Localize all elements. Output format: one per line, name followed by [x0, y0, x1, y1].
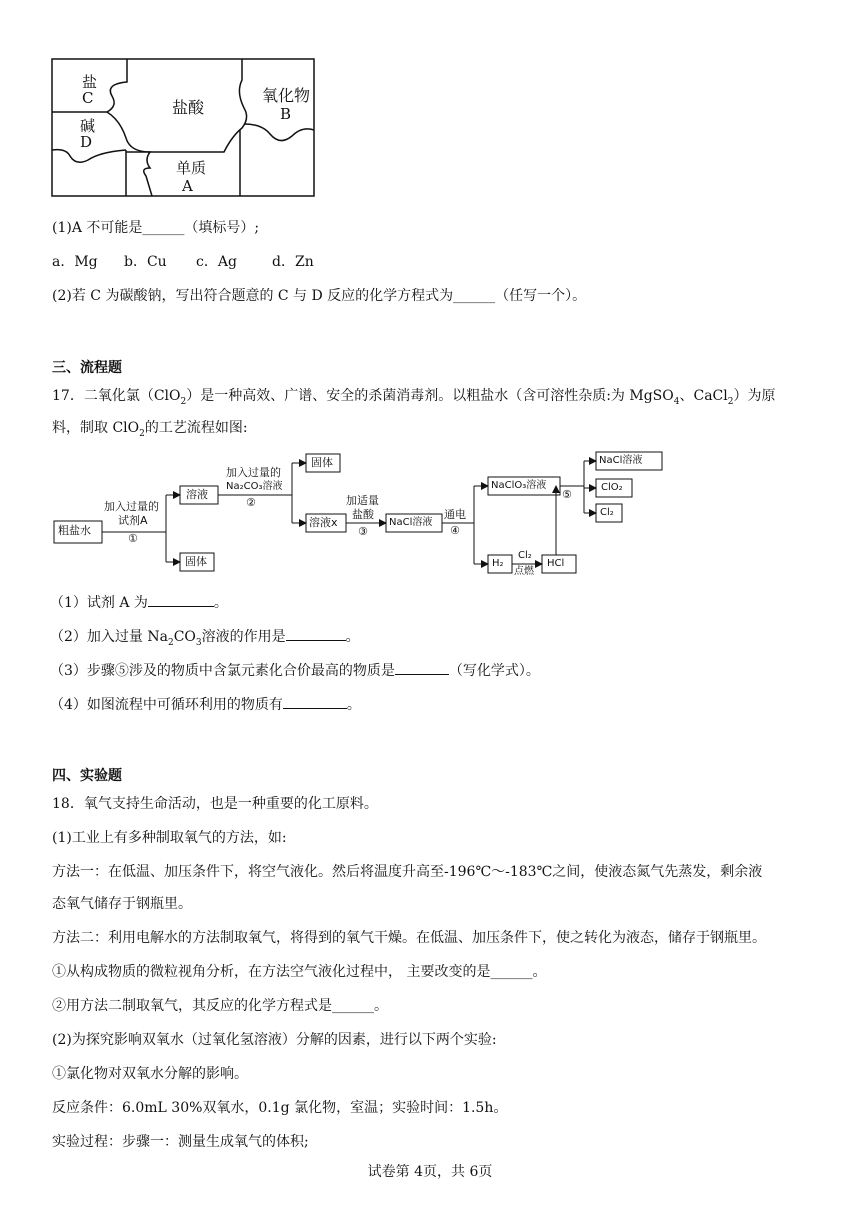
- acid-label: 盐酸: [172, 98, 205, 117]
- flow-nacl-solution: NaCl溶液: [389, 517, 433, 528]
- q16-part2: (2)若 C 为碳酸钠，写出符合题意的 C 与 D 反应的化学方程式为______（任写一个）。: [52, 288, 587, 304]
- salt-label: 盐: [82, 73, 98, 91]
- q18-line9: 反应条件：6.0mL 30%双氧水，0.1g 氯化物，室温；实验时间：1.5h。: [52, 1100, 508, 1116]
- q17-line2: 料，制取 ClO$_2$的工艺流程如图:: [52, 420, 248, 439]
- q16-part1: (1)A 不可能是______（填标号）;: [52, 220, 260, 236]
- flow-step1: ①: [128, 532, 138, 545]
- flow-hcl-l2: 盐酸: [352, 508, 374, 521]
- q16-option-c: c．Ag: [196, 254, 237, 270]
- q17-line1: 17．二氧化氯（ClO$_2$）是一种高效、广谱、安全的杀菌消毒剂。以粗盐水（含可溶性杂质:为 MgSO$_4$、CaCl$_2$）为原: [52, 388, 776, 407]
- flow-solid-2: 固体: [311, 456, 333, 469]
- flow-out-nacl: NaCl溶液: [599, 455, 643, 466]
- flow-electrify: 通电: [444, 508, 466, 521]
- flow-step3: ③: [358, 525, 368, 538]
- flow-cl2-reagent: Cl₂: [518, 550, 532, 561]
- q17-part4: （4）如图流程中可循环利用的物质有 。: [50, 694, 361, 715]
- q18-line7: (2)为探究影响双氧水（过氧化氢溶液）分解的因素，进行以下两个实验:: [52, 1032, 497, 1048]
- q18-line10: 实验过程：步骤一：测量生成氧气的体积;: [52, 1134, 309, 1150]
- flow-out-cl2: Cl₂: [600, 507, 614, 518]
- answer-blank-3[interactable]: [395, 660, 449, 675]
- flow-h2: H₂: [492, 558, 504, 569]
- flow-reagentA-l2: 试剂A: [118, 514, 148, 527]
- section3-heading: 三、流程题: [52, 360, 122, 376]
- base-code: D: [80, 133, 93, 151]
- flow-naclo3-solution: NaClO₃溶液: [491, 480, 547, 491]
- q17-part1: （1）试剂 A 为 。: [50, 592, 228, 613]
- salt-code: C: [82, 89, 94, 107]
- q16-option-a: a．Mg: [52, 254, 98, 270]
- q18-line1: (1)工业上有多种制取氧气的方法，如:: [52, 830, 287, 846]
- flow-na2co3-l2: Na₂CO₃溶液: [226, 481, 283, 492]
- flow-hcl-l1: 加适量: [346, 494, 379, 507]
- flow-reagentA-l1: 加入过量的: [104, 500, 159, 513]
- flow-solid-1: 固体: [185, 555, 207, 568]
- page-footer: 试卷第 4页，共 6页: [367, 1164, 493, 1180]
- answer-blank-2[interactable]: [286, 626, 346, 641]
- q16-option-d: d．Zn: [272, 254, 314, 270]
- q18-line6: ②用方法二制取氧气，其反应的化学方程式是______。: [52, 998, 388, 1014]
- q18-line8: ①氯化物对双氧水分解的影响。: [52, 1066, 248, 1082]
- answer-blank-4[interactable]: [283, 694, 347, 709]
- q18-line2: 方法一：在低温、加压条件下，将空气液化。然后将温度升高至-196℃～-183℃之间，使液态氮气先蒸发，剩余液: [52, 864, 763, 880]
- flow-crude-brine: 粗盐水: [58, 524, 91, 537]
- q18-intro: 18．氧气支持生命活动，也是一种重要的化工原料。: [52, 796, 378, 812]
- q18-line5: ①从构成物质的微粒视角分析，在方法空气液化过程中， 主要改变的是______。: [52, 964, 547, 980]
- flow-solution: 溶液: [186, 488, 208, 501]
- answer-blank-1[interactable]: [148, 592, 214, 607]
- flow-step2: ②: [246, 496, 256, 509]
- oxide-code: B: [280, 105, 292, 123]
- flow-na2co3-l1: 加入过量的: [226, 466, 281, 479]
- flow-ignite: 点燃: [514, 566, 534, 577]
- q17-part3: （3）步骤⑤涉及的物质中含氯元素化合价最高的物质是 （写化学式）。: [50, 660, 540, 681]
- element-code: A: [182, 177, 193, 195]
- flow-solution-x: 溶液x: [309, 516, 338, 529]
- element-label: 单质: [176, 159, 207, 177]
- flow-out-clo2: ClO₂: [601, 482, 623, 493]
- q16-option-b: b．Cu: [124, 254, 167, 270]
- q18-line4: 方法二：利用电解水的方法制取氧气，将得到的氧气干燥。在低温、加压条件下，使之转化为液态，储存于钢瓶里。: [52, 930, 766, 946]
- q17-part2: （2）加入过量 $Na_2CO_3$溶液的作用是 。: [50, 626, 360, 647]
- flow-step5: ⑤: [562, 488, 572, 501]
- section4-heading: 四、实验题: [52, 768, 122, 784]
- oxide-label: 氧化物: [262, 86, 311, 105]
- flow-hcl: HCl: [547, 558, 565, 569]
- flow-step4: ④: [450, 524, 460, 537]
- q18-line3: 态氧气储存于钢瓶里。: [52, 896, 192, 912]
- base-label: 碱: [80, 117, 96, 135]
